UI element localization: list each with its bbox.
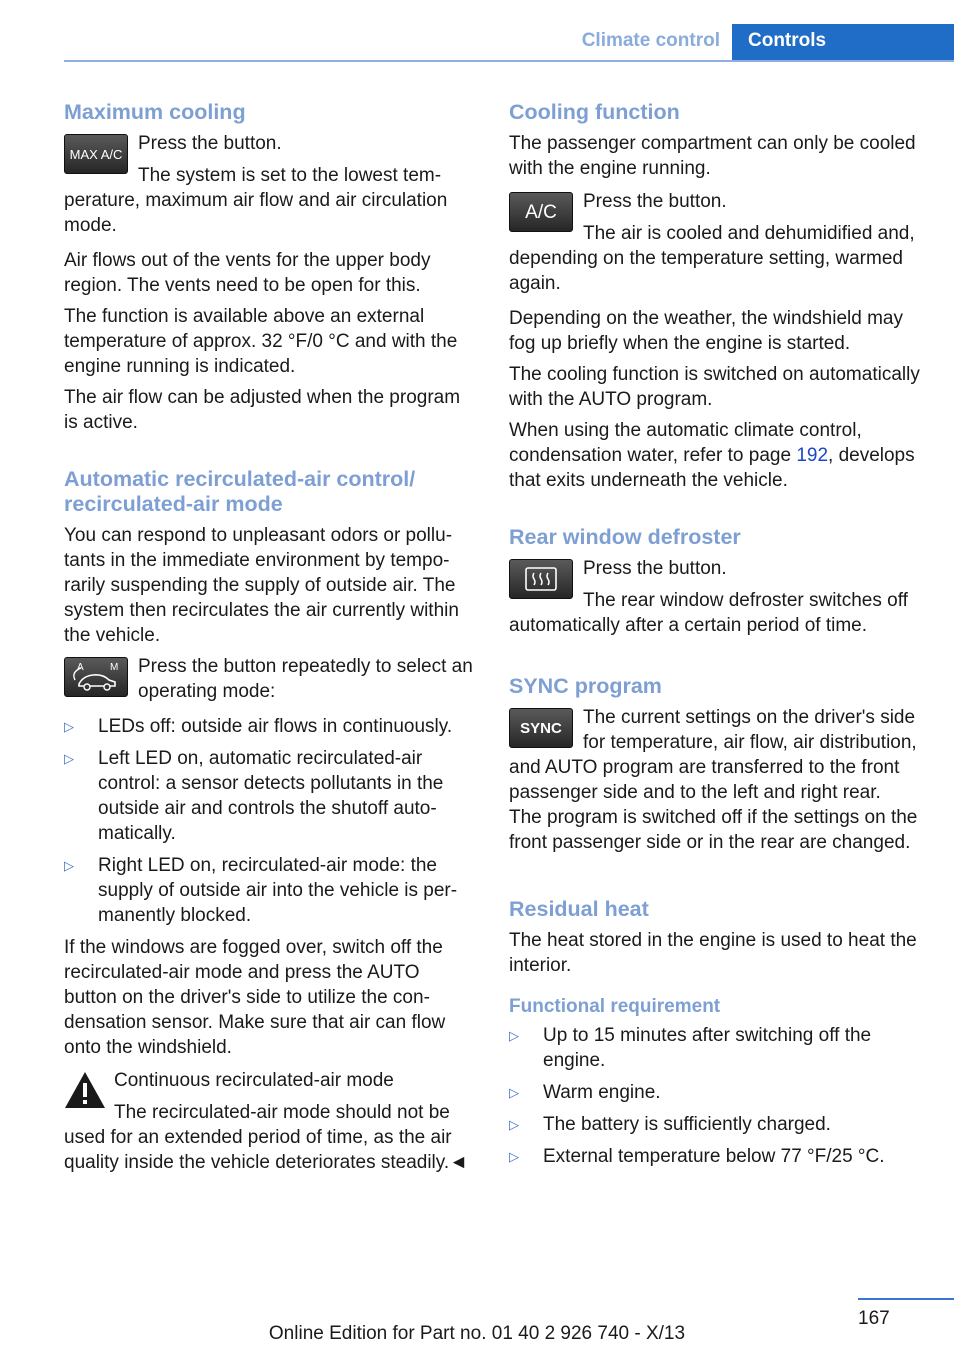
warning-note [64,1068,476,1175]
left-column [64,100,476,1175]
sync-button-icon: SYNC [509,708,573,748]
bullet-triangle-icon: ▷ [64,719,74,734]
ac-instruction [509,189,921,296]
cooling-paragraph-3: The cooling function is switched on automatically with the AUTO program. [509,364,920,410]
list-item: ▷ External temperature below 77 °F/25 °C. [509,1146,885,1167]
max-ac-description: The system is set to the lowest temperature, maximum air flow and air circulation mode. [64,165,448,236]
recirculation-button-icon [64,657,128,697]
max-ac-press-text: Press the button. [138,133,282,154]
page-reference-link[interactable]: 192 [796,445,829,466]
list-item: ▷ Warm engine. [509,1082,661,1103]
rear-defroster-press-text: Press the button. [583,558,727,579]
max-cooling-paragraph-2: The function is available above an external temperature of approx. 32 °F/0 °C and with the engine running is indicated. [64,306,458,377]
cooling-paragraph-2: Depending on the weather, the windshield may fog up briefly when the engine is started. [509,308,903,354]
rear-defroster-description: The rear window defroster switches off automatically after a certain period of time. [509,590,908,636]
max-ac-button-icon: MAX A/C [64,134,128,174]
heading-maximum-cooling: Maximum cooling [64,100,246,124]
page-number: 167 [858,1308,890,1329]
ac-description: The air is cooled and dehumidified and, depending on the temperature setting, warmed again. [509,223,915,294]
functional-requirement-list [509,1023,921,1169]
recirc-instruction [64,654,476,704]
rear-defroster-button-icon [509,559,573,599]
svg-text:A: A [77,662,84,673]
warning-title: Continuous recirculated-air mode [114,1070,394,1091]
heading-residual-heat: Residual heat [509,897,649,921]
bullet-triangle-icon: ▷ [509,1028,519,1043]
cooling-paragraph-1: The passenger compartment can only be cooled with the engine running. [509,133,916,179]
max-cooling-paragraph-1: Air flows out of the vents for the upper body region. The vents need to be open for this. [64,250,431,296]
bullet-triangle-icon: ▷ [64,751,74,766]
heading-recirculated-air: Automatic recirculated-air control/ recirculated-air mode [64,467,416,516]
sync-paragraph-2: The program is switched off if the settings on the front passenger side or in the rear are changed. [509,807,918,853]
heading-rear-window-defroster: Rear window defroster [509,525,741,549]
list-item: ▷ Up to 15 minutes after switching off the engine. [509,1025,872,1071]
sync-description: The current settings on the driver's side for temperature, air flow, air distribution, and AUTO program are transferred to the front passenger side and to the left and right rear. [509,707,917,803]
recirc-press-text: Press the button repeatedly to select an operating mode: [138,656,473,702]
warning-text: The recirculated-air mode should not be used for an extended period of time, as the air quality inside the vehicle deteriorates steadily.◄ [64,1102,468,1173]
bullet-triangle-icon: ▷ [509,1117,519,1132]
subheading-functional-requirement: Functional requirement [509,996,721,1017]
residual-paragraph-1: The heat stored in the engine is used to heat the interior. [509,930,917,976]
ac-press-text: Press the button. [583,191,727,212]
sync-instruction [509,705,921,805]
edition-footer: Online Edition for Part no. 01 40 2 926 740 - X/13 [268,1323,686,1344]
list-item: ▷ Left LED on, automatic recirculated-air control: a sensor detects pollutants in the outside air and controls the shutoff automatically. [64,748,444,844]
list-item: ▷ LEDs off: outside air flows in continuously. [64,716,453,737]
cooling-paragraph-4: When using the automatic climate control, condensation water, refer to page 192, develops that exits underneath the vehicle. [509,420,915,491]
max-cooling-paragraph-3: The air flow can be adjusted when the program is active. [64,387,461,433]
recirc-paragraph-1: You can respond to unpleasant odors or pollutants in the immediate environment by temporarily suspending the supply of outside air. The system then recirculates the air currently within the vehicle. [64,525,459,646]
right-column [509,100,921,1176]
list-item: ▷ Right LED on, recirculated-air mode: the supply of outside air into the vehicle is permanently blocked. [64,855,458,926]
list-item: ▷ The battery is sufficiently charged. [509,1114,831,1135]
header-section-title: Climate control [581,30,720,51]
heading-cooling-function: Cooling function [509,100,680,124]
bullet-triangle-icon: ▷ [509,1149,519,1164]
warning-triangle-icon [64,1070,106,1110]
header-rule [64,60,954,62]
ac-button-icon: A/C [509,192,573,232]
rear-defroster-instruction [509,556,921,638]
end-mark-icon: ◄ [449,1152,468,1173]
heading-sync-program: SYNC program [509,674,662,698]
max-ac-instruction [64,131,476,238]
footer-rule [858,1298,954,1300]
svg-text:M: M [110,662,119,673]
bullet-triangle-icon: ▷ [509,1085,519,1100]
bullet-triangle-icon: ▷ [64,858,74,873]
header-chapter-tab: Controls [732,24,954,61]
recirc-mode-list [64,714,476,928]
recirc-paragraph-2: If the windows are fogged over, switch off the recirculated-air mode and press the AUTO button on the driver's side to utilize the condensation sensor. Make sure that air can flow onto the windshield. [64,937,446,1058]
